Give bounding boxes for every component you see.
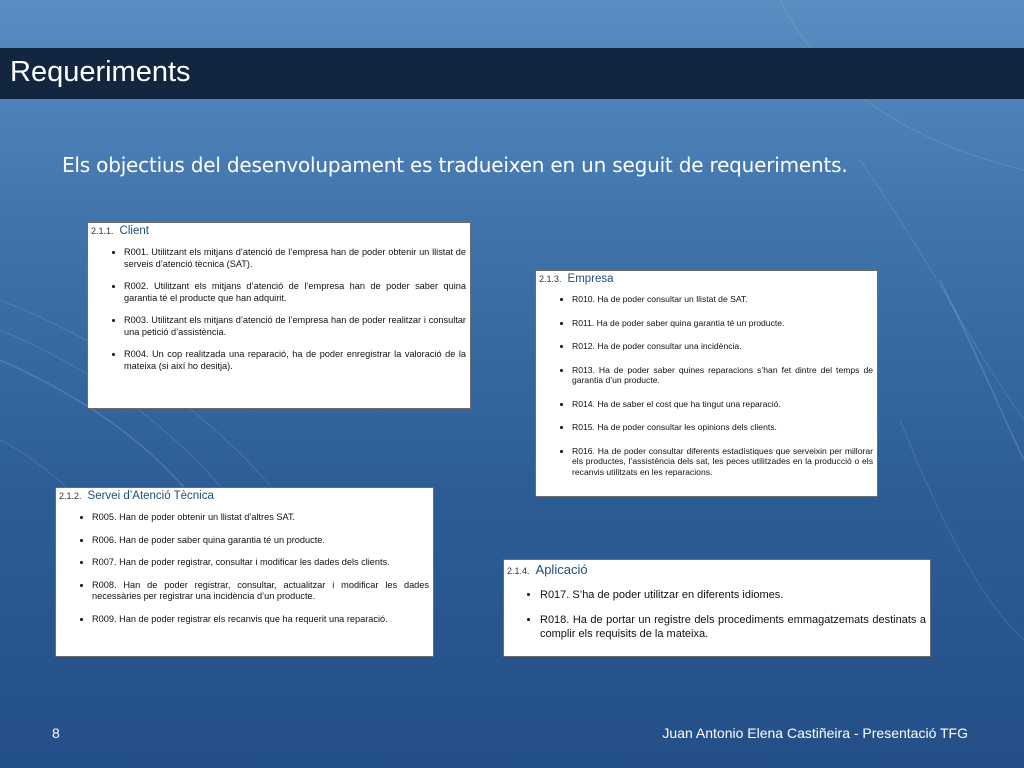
requirement-item: • R004. Un cop realitzada una reparació, ha de poder enregistrar la valoració de la mateixa (si així ho desitja). <box>124 349 466 372</box>
requirement-item: • R009. Han de poder registrar els recanvis que ha requerit una reparació. <box>92 614 429 626</box>
requirements-box-empresa <box>535 270 878 497</box>
section-title: Aplicació <box>535 562 588 577</box>
requirement-item: • R008. Han de poder registrar, consultar, actualitzar i modificar les dades necessàries per registrar una incidència d’un producte. <box>92 580 429 603</box>
requirement-item: • R014. Ha de saber el cost que ha tingut una reparació. <box>572 399 873 410</box>
requirement-item: • R016. Ha de poder consultar diferents estadístiques que serveixin per millorar els productes, l’assistència dels sat, les peces utilitzades en la producció o els recanvis utilitzats en les reparacions. <box>572 446 873 478</box>
requirement-item: • R017. S’ha de poder utilitzar en diferents idiomes. <box>540 588 926 602</box>
requirement-item: • R003. Utilitzant els mitjans d’atenció de l’empresa han de poder realitzar i consultar una petició d’assistència. <box>124 315 466 338</box>
requirement-item: • R007. Han de poder registrar, consultar i modificar les dades dels clients. <box>92 557 429 569</box>
requirement-item: • R005. Han de poder obtenir un llistat d’altres SAT. <box>92 512 429 524</box>
section-number: 2.1.4. <box>507 566 530 576</box>
slide-title: Requeriments <box>10 56 191 88</box>
section-title: Empresa <box>567 273 614 285</box>
box-heading <box>507 562 930 577</box>
title-bar <box>0 48 1024 99</box>
box-heading <box>539 273 877 285</box>
requirement-item: • R001. Utilitzant els mitjans d’atenció de l’empresa han de poder obtenir un llistat de serveis d’atenció tècnica (SAT). <box>124 247 466 270</box>
requirements-box-client <box>87 222 471 409</box>
requirements-list <box>504 588 930 641</box>
requirement-item: • R013. Ha de poder saber quines reparacions s’han fet dintre del temps de garantia d’un producte. <box>572 365 873 386</box>
requirements-list <box>88 247 470 372</box>
requirement-item: • R010. Ha de poder consultar un llistat de SAT. <box>572 294 873 305</box>
box-heading <box>91 225 470 237</box>
requirements-box-aplicacio <box>503 559 931 657</box>
requirements-box-sat <box>55 487 434 657</box>
requirement-item: • R011. Ha de poder saber quina garantia té un producte. <box>572 318 873 329</box>
section-number: 2.1.1. <box>91 226 114 236</box>
requirement-item: • R002. Utilitzant els mitjans d’atenció de l’empresa han de poder saber quina garantia té el producte que han adquirit. <box>124 281 466 304</box>
requirement-item: • R006. Han de poder saber quina garantia té un producte. <box>92 535 429 547</box>
requirements-list <box>536 294 877 477</box>
requirement-item: • R015. Ha de poder consultar les opinions dels clients. <box>572 422 873 433</box>
section-title: Servei d’Atenció Tècnica <box>87 490 214 502</box>
footer-author: Juan Antonio Elena Castiñeira - Presentació TFG <box>662 725 968 741</box>
section-number: 2.1.3. <box>539 274 562 284</box>
section-number: 2.1.2. <box>59 491 82 501</box>
requirement-item: • R018. Ha de portar un registre dels procediments emmagatzemats destinats a complir els requisits de la mateixa. <box>540 613 926 641</box>
section-title: Client <box>119 225 149 237</box>
box-heading <box>59 490 433 502</box>
page-number: 8 <box>52 725 60 741</box>
requirement-item: • R012. Ha de poder consultar una incidència. <box>572 341 873 352</box>
requirements-list <box>56 512 433 625</box>
slide-subtitle: Els objectius del desenvolupament es tradueixen en un seguit de requeriments. <box>62 153 848 177</box>
